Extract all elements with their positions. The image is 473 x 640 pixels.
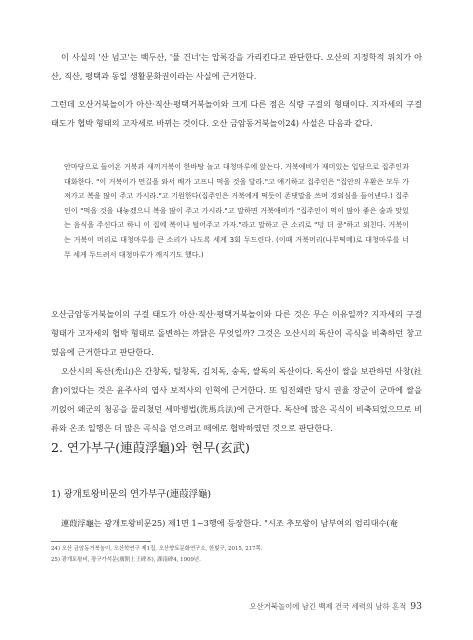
body-paragraph: 이 사실의 '산 넘고'는 백두산, '물 건너'는 압록강을 가리킨다고 판단한다. 오산의 지정학적 위치가 아산, 직산, 평택과 동일 생활문화권이라는 사실에 근거한다. [51, 52, 422, 81]
body-paragraph: 오산금암동거북놀이의 구걸 태도가 아산·직산·평택거북놀이와 다른 것은 무슨 이유일까? 지자세의 구걸 형태가 고자세의 협박 형태로 돌변하는 까닭은 무엇일까? 그것은 오산시의 독산이 곡식을 비축하던 창고였음에 근거한다고 판단한다. [51, 309, 422, 357]
page-number: 93 [410, 601, 422, 612]
footnote: 25) 광개토왕비, 광구가석문(廣開土王碑本), 湖南碑4, 1909년. [51, 557, 201, 563]
running-title: 오산거북놀이에 남긴 백제 건국 세력의 남하 흔적 [249, 602, 407, 611]
page-footer [249, 601, 422, 612]
footnote-divider [51, 541, 151, 542]
block-quote: 안마당으로 들어온 거북과 새끼거북이 한바탕 놀고 대청마루에 앉는다. 거북애비가 재미있는 입담으로 집주인과 대화한다. "이 거북이가 먼길을 와서 배가 고프니 먹을 것을 달라."고 얘기하고 집주인은 "집안의 우환은 모두 가져가고 복을 많이 주고 가시라."고 기원한다(집주인은 거북에게 떡듯이 존댓말을 쓰며 경외심을 들어낸다.) 집주인이 "먹을 것을 내놓겠으니 복을 많이 주고 가시라."고 말하면 거북애비가 "집주인이 먹이 많아 좋은 술과 맛있는 음식을 주신다고 하니 이 집에 복이나 털어주고 가자."라고 말하고 큰 소리로 "덩 더 쿵"하고 외친다. 거북이는 거북이 머리로 대청마루를 큰 소리가 나도록 세게 3회 두드린다. (이때 거북머리(나무떡메)로 대청마루를 너무 세게 두드려서 대청마루가 깨지기도 했다.) [64, 162, 409, 259]
footnote: 24) 오산 금암동거북놀이, 오산학연구 제1집, 오산향토문화연구소, 한빛구, 2015, 217쪽. [51, 546, 263, 552]
body-paragraph: 오산시의 독산(禿山)은 간창독, 털창독, 김치독, 숭독, 쌀독의 독산이다. 독산이 쌀을 보관하던 사창(社倉)이었다는 것은 윤주사의 엽사 보적사의 인혁에 근거한다. 또 임진왜란 당시 권율 장군이 군마에 쌀을 끼얹어 왜군의 첨공을 물리쳤던 세마병법(洗馬兵法)에 근거한다. 독산에 많은 곡식이 비축되었으므로 비류와 온조 일행은 더 많은 곡식을 얻으려고 떼에로 협박하였던 것으로 판단한다. [51, 366, 422, 433]
subsection-heading: 1) 광개토왕비문의 연가부구(連葭浮龜) [51, 489, 212, 500]
body-paragraph: 그런데 오산거북놀이가 아산·직산·평택거북놀이와 크게 다른 점은 식량 구걸의 형태이다. 지자세의 구걸 태도가 협박 형태의 고자세로 바뀌는 것이다. 오산 금암동거북놀이24) 사설은 다음과 같다. [51, 99, 422, 128]
body-paragraph: 連葭浮龜는 광개토왕비문25) 제1면 1~3행에 등장한다. "시조 추모왕이 남부여의 엄리대수(奄 [61, 518, 398, 528]
section-heading: 2. 연가부구(連葭浮龜)와 현무(玄武) [51, 440, 250, 455]
